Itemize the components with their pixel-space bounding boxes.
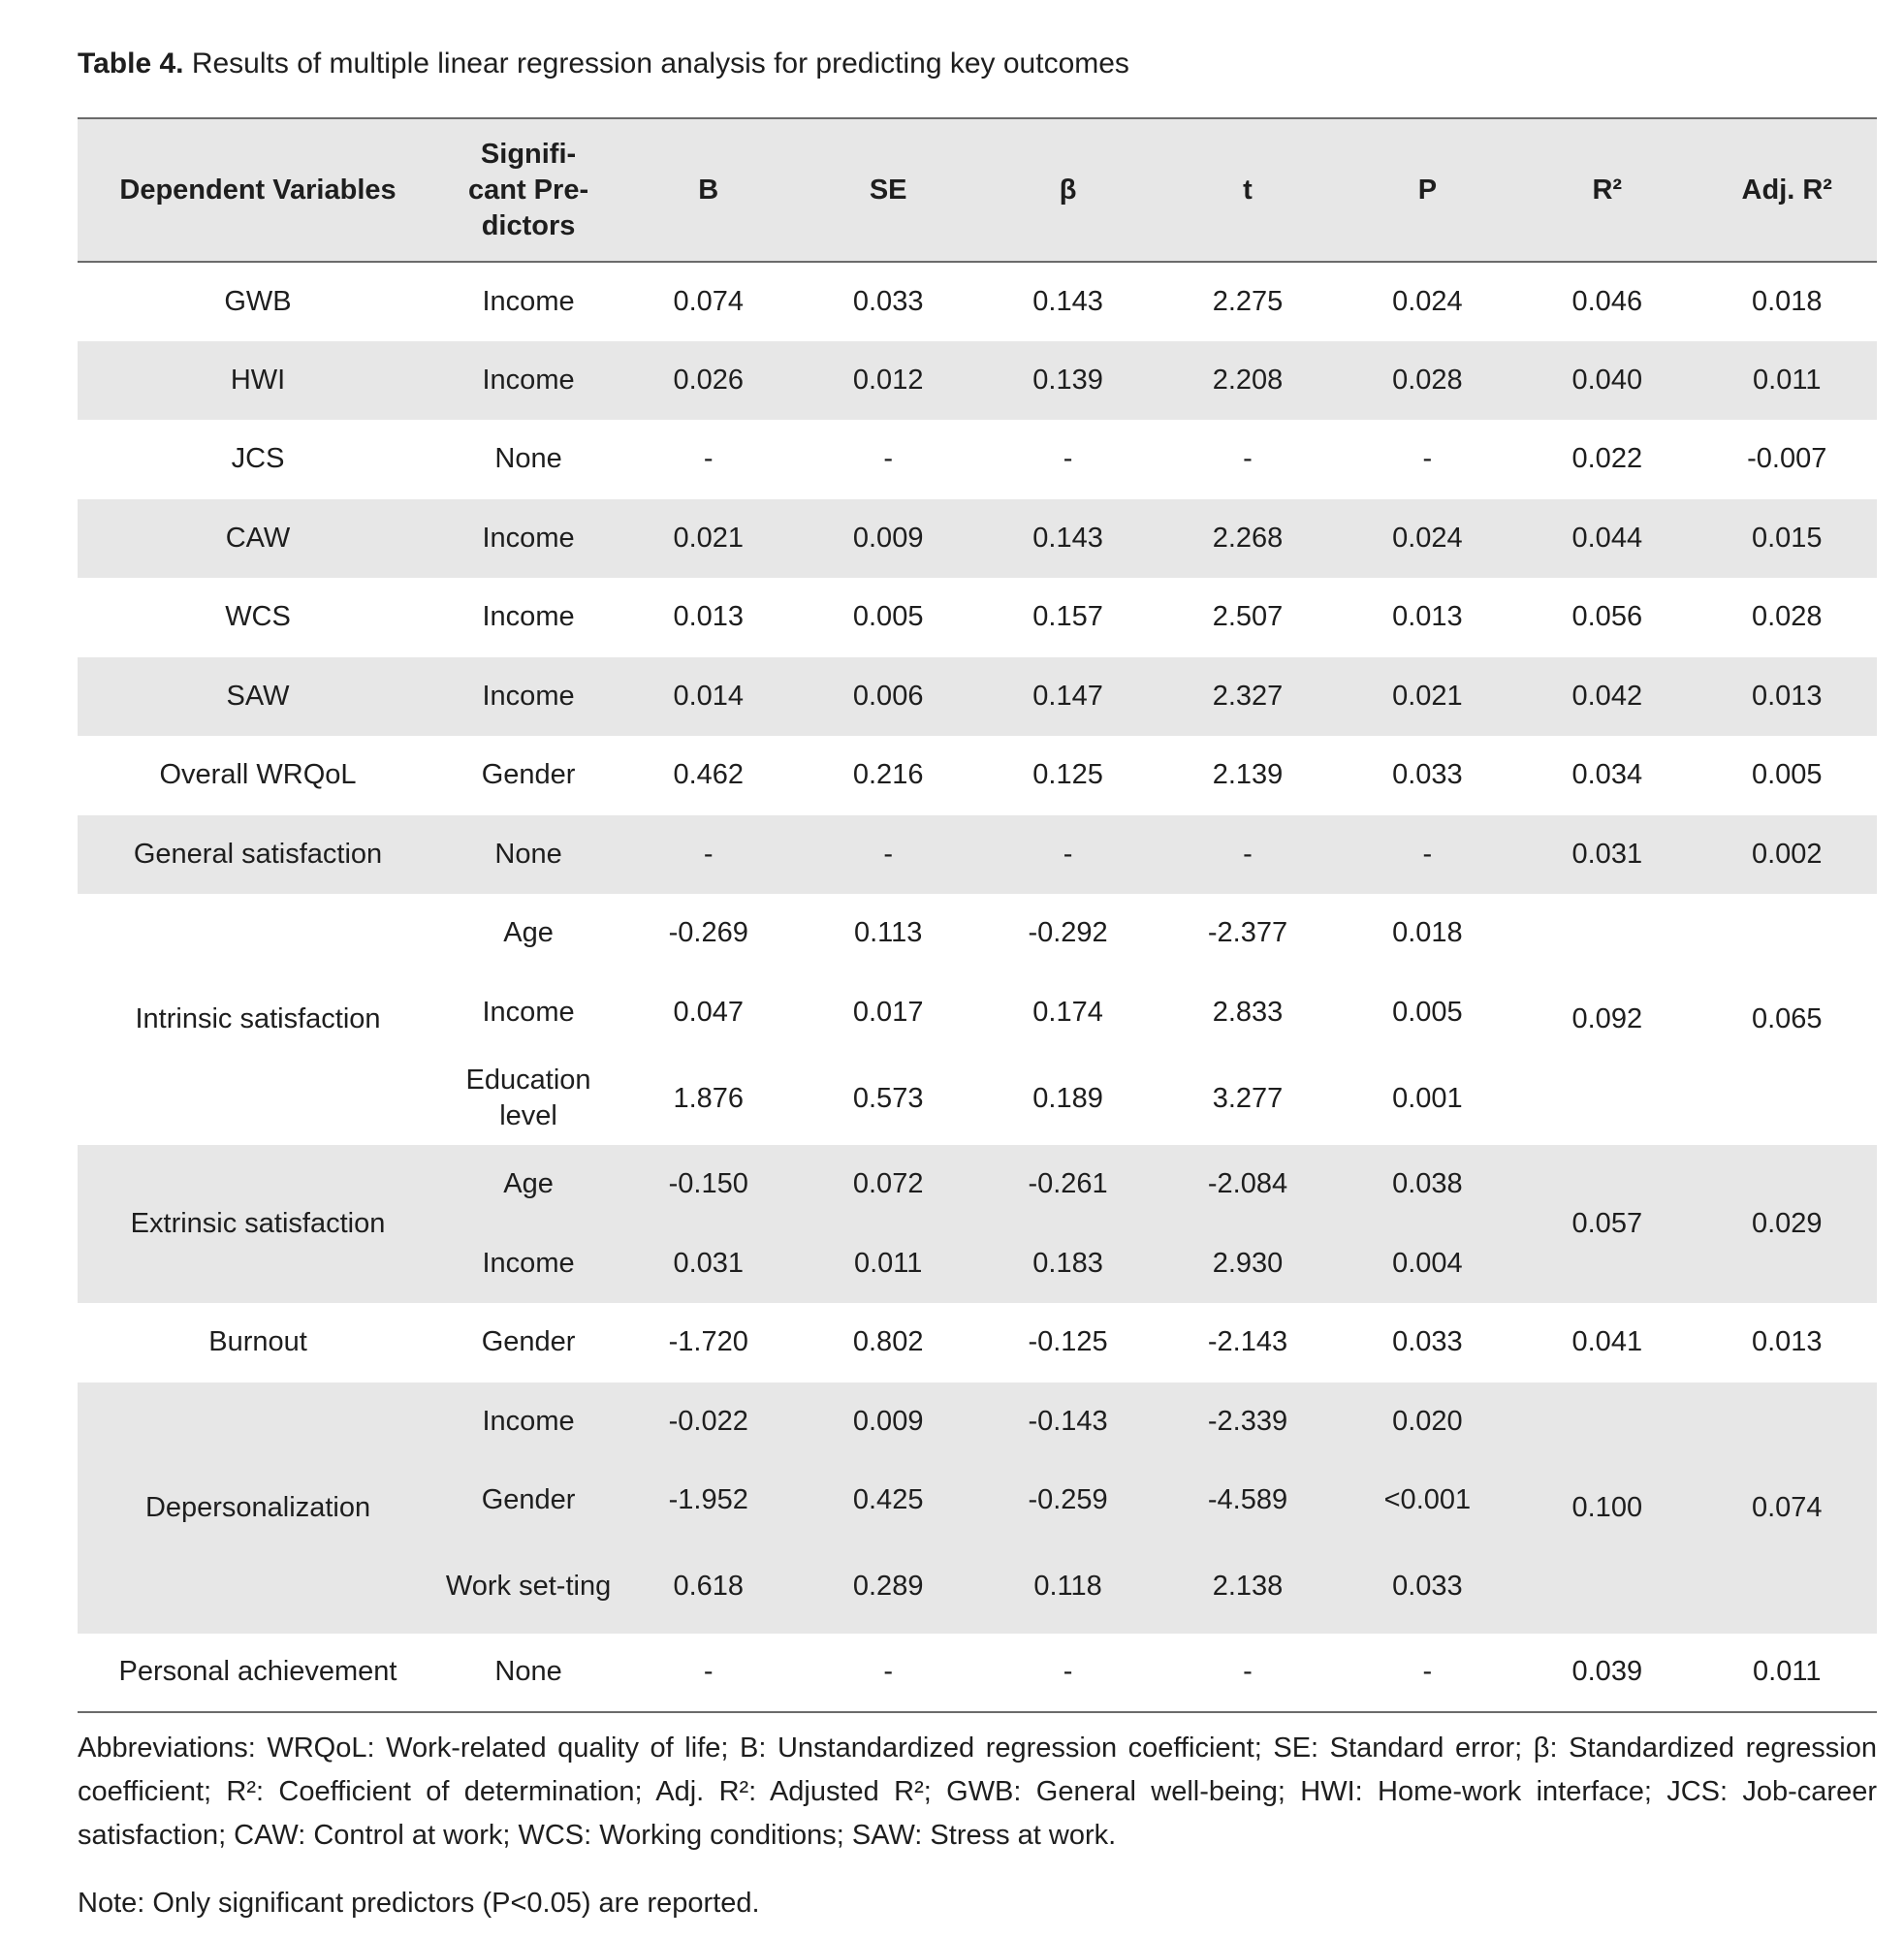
r2-value-cell: 0.040 — [1517, 341, 1697, 421]
p-value-cell: - — [1338, 1634, 1517, 1713]
adj-r2-value-cell: 0.074 — [1698, 1383, 1878, 1634]
dependent-variable-cell: Extrinsic satisfaction — [78, 1145, 438, 1303]
table-row — [78, 815, 1877, 895]
b-value-cell: -0.269 — [668, 917, 748, 949]
se-value-cell: 0.009 — [798, 1383, 977, 1462]
adj-r2-value-cell: 0.011 — [1698, 341, 1878, 421]
beta-value-cell: 0.118 — [978, 1541, 1158, 1634]
beta-value-cell: - — [978, 815, 1158, 895]
p-value-cell: 0.005 — [1392, 996, 1463, 1028]
beta-value-cell: 0.143 — [978, 499, 1158, 579]
r2-value-cell: 0.044 — [1517, 499, 1697, 579]
b-value-cell: - — [619, 815, 798, 895]
table-caption-label: Table 4. — [78, 48, 184, 79]
b-value-cell: 0.031 — [619, 1224, 798, 1304]
dependent-variable-cell: WCS — [225, 601, 291, 633]
header-predictor-line-2: cant Pre- — [468, 174, 589, 206]
b-value-cell: -0.150 — [619, 1145, 798, 1224]
t-value-cell: 2.507 — [1212, 601, 1284, 633]
table-row — [78, 420, 1877, 499]
p-value-cell: 0.033 — [1392, 759, 1463, 791]
adj-r2-value-cell: 0.002 — [1698, 815, 1878, 895]
beta-value-cell: 0.147 — [978, 657, 1158, 737]
t-value-cell: 2.138 — [1158, 1541, 1337, 1634]
table-caption-text: Results of multiple linear regression analysis for predicting key outcomes — [191, 48, 1129, 79]
table-row — [78, 1383, 1877, 1462]
beta-value-cell: -0.125 — [1028, 1326, 1108, 1358]
p-value-cell: 0.038 — [1338, 1145, 1517, 1224]
table-row — [78, 1145, 1877, 1224]
dependent-variable-cell: SAW — [78, 657, 438, 737]
predictor-cell: Income — [438, 1383, 619, 1462]
t-value-cell: 2.139 — [1212, 759, 1284, 791]
beta-value-cell: - — [978, 1634, 1158, 1713]
t-value-cell: -2.084 — [1158, 1145, 1337, 1224]
se-value-cell: - — [798, 1634, 977, 1713]
b-value-cell: 0.026 — [619, 341, 798, 421]
t-value-cell: 2.930 — [1158, 1224, 1337, 1304]
predictor-cell: Age — [503, 917, 554, 949]
predictor-cell: Age — [438, 1145, 619, 1224]
table-row — [78, 736, 1877, 815]
predictor-cell: Income — [438, 499, 619, 579]
t-value-cell: - — [1158, 815, 1337, 895]
beta-value-cell: 0.143 — [1032, 285, 1103, 317]
t-value-cell: -4.589 — [1158, 1461, 1337, 1541]
se-value-cell: 0.011 — [798, 1224, 977, 1304]
se-value-cell: 0.006 — [798, 657, 977, 737]
r2-value-cell: 0.022 — [1571, 443, 1643, 475]
header-t: t — [1158, 118, 1337, 262]
dependent-variable-cell: Personal achievement — [78, 1634, 438, 1713]
p-value-cell: <0.001 — [1338, 1461, 1517, 1541]
b-value-cell: 0.013 — [673, 601, 745, 633]
b-value-cell: -1.952 — [619, 1461, 798, 1541]
adj-r2-value-cell: -0.007 — [1747, 443, 1827, 475]
b-value-cell: -1.720 — [668, 1326, 748, 1358]
table-row — [78, 499, 1877, 579]
b-value-cell: 0.618 — [619, 1541, 798, 1634]
b-value-cell: 0.047 — [673, 996, 745, 1028]
r2-value-cell: 0.039 — [1517, 1634, 1697, 1713]
table-row — [78, 578, 1877, 657]
p-value-cell: 0.021 — [1338, 657, 1517, 737]
b-value-cell: 0.014 — [619, 657, 798, 737]
r2-value-cell: 0.041 — [1571, 1326, 1643, 1358]
t-value-cell: 2.268 — [1158, 499, 1337, 579]
header-dependent-variables: Dependent Variables — [78, 118, 438, 262]
r2-value-cell: 0.057 — [1517, 1145, 1697, 1303]
dependent-variable-cell: Burnout — [208, 1326, 307, 1358]
beta-value-cell: - — [1063, 443, 1073, 475]
se-value-cell: 0.009 — [798, 499, 977, 579]
dependent-variable-cell: Intrinsic satisfaction — [135, 1003, 381, 1034]
beta-value-cell: 0.183 — [978, 1224, 1158, 1304]
se-value-cell: - — [883, 443, 893, 475]
r2-value-cell: 0.034 — [1571, 759, 1643, 791]
p-value-cell: 0.018 — [1392, 917, 1463, 949]
table-row — [78, 894, 1877, 973]
header-predictor-line-1: Signifi- — [480, 138, 577, 170]
se-value-cell: 0.012 — [798, 341, 977, 421]
t-value-cell: -2.377 — [1207, 917, 1288, 949]
adj-r2-value-cell: 0.013 — [1751, 1326, 1823, 1358]
adj-r2-value-cell: 0.011 — [1698, 1634, 1878, 1713]
dependent-variable-cell: JCS — [231, 443, 285, 475]
se-value-cell: - — [798, 815, 977, 895]
se-value-cell: 0.072 — [798, 1145, 977, 1224]
beta-value-cell: -0.259 — [978, 1461, 1158, 1541]
b-value-cell: - — [619, 1634, 798, 1713]
p-value-cell: 0.013 — [1392, 601, 1463, 633]
p-value-cell: 0.024 — [1392, 285, 1463, 317]
table-header-row — [78, 118, 1877, 262]
r2-value-cell: 0.056 — [1571, 601, 1643, 633]
adj-r2-value-cell: 0.028 — [1751, 601, 1823, 633]
p-value-cell: - — [1338, 815, 1517, 895]
table-caption — [78, 45, 1129, 83]
beta-value-cell: 0.157 — [1032, 601, 1103, 633]
b-value-cell: 1.876 — [673, 1082, 745, 1114]
predictor-cell: Income — [438, 1224, 619, 1304]
table-row — [78, 262, 1877, 341]
table-row — [78, 657, 1877, 737]
beta-value-cell: -0.261 — [978, 1145, 1158, 1224]
header-predictor-line-3: dictors — [481, 209, 576, 241]
t-value-cell: -2.339 — [1158, 1383, 1337, 1462]
predictor-cell: Gender — [481, 1326, 576, 1358]
table-row — [78, 1303, 1877, 1383]
se-value-cell: 0.113 — [853, 917, 923, 949]
b-value-cell: 0.462 — [673, 759, 745, 791]
t-value-cell: 3.277 — [1212, 1082, 1284, 1114]
t-value-cell: - — [1243, 443, 1253, 475]
dependent-variable-cell: Depersonalization — [78, 1383, 438, 1634]
predictor-cell: Gender — [438, 1461, 619, 1541]
t-value-cell: 2.275 — [1212, 285, 1284, 317]
header-beta: β — [978, 118, 1158, 262]
b-value-cell: -0.022 — [619, 1383, 798, 1462]
se-value-cell: 0.573 — [852, 1082, 924, 1114]
se-value-cell: 0.017 — [852, 996, 924, 1028]
beta-value-cell: -0.143 — [978, 1383, 1158, 1462]
r2-value-cell: 0.092 — [1571, 1003, 1643, 1034]
t-value-cell: - — [1158, 1634, 1337, 1713]
se-value-cell: 0.425 — [798, 1461, 977, 1541]
p-value-cell: 0.020 — [1338, 1383, 1517, 1462]
r2-value-cell: 0.042 — [1517, 657, 1697, 737]
predictor-cell: None — [494, 443, 562, 475]
se-value-cell: 0.289 — [798, 1541, 977, 1634]
adj-r2-value-cell: 0.065 — [1751, 1003, 1823, 1034]
t-value-cell: -2.143 — [1207, 1326, 1288, 1358]
predictor-cell: Income — [482, 996, 575, 1028]
header-p: P — [1338, 118, 1517, 262]
beta-value-cell: 0.189 — [1032, 1082, 1103, 1114]
dependent-variable-cell: CAW — [78, 499, 438, 579]
t-value-cell: 2.208 — [1158, 341, 1337, 421]
p-value-cell: 0.033 — [1392, 1326, 1463, 1358]
p-value-cell: - — [1422, 443, 1433, 475]
r2-value-cell: 0.031 — [1517, 815, 1697, 895]
beta-value-cell: 0.139 — [978, 341, 1158, 421]
r2-value-cell: 0.046 — [1571, 285, 1643, 317]
adj-r2-value-cell: 0.018 — [1751, 285, 1823, 317]
predictor-cell: Income — [482, 285, 575, 317]
dependent-variable-cell: GWB — [224, 285, 292, 317]
predictor-cell: None — [438, 815, 619, 895]
adj-r2-value-cell: 0.013 — [1698, 657, 1878, 737]
significance-note: Note: Only significant predictors (P<0.05) are reported. — [78, 1888, 760, 1919]
beta-value-cell: -0.292 — [1028, 917, 1108, 949]
dependent-variable-cell: Overall WRQoL — [159, 759, 357, 791]
b-value-cell: 0.021 — [619, 499, 798, 579]
abbreviations-footnote: Abbreviations: WRQoL: Work-related quality of life; B: Unstandardized regression coefficient; SE: Standard error; β: Standardized regression coefficient; R²: Coefficient of determination; Adj. R²: Adjusted R²; GWB: General well-being; HWI: Home-work interface; JCS: Job-career satisfaction; CAW: Control at work; WCS: Working conditions; SAW: Stress at work. — [78, 1732, 1877, 1851]
b-value-cell: - — [703, 443, 714, 475]
predictor-cell: Work set-ting — [438, 1541, 619, 1634]
adj-r2-value-cell: 0.029 — [1698, 1145, 1878, 1303]
beta-value-cell: 0.125 — [1032, 759, 1103, 791]
predictor-cell: Income — [482, 601, 575, 633]
b-value-cell: 0.074 — [673, 285, 745, 317]
se-value-cell: 0.216 — [852, 759, 924, 791]
regression-table — [78, 117, 1877, 1713]
header-significant-predictors — [438, 118, 619, 262]
header-se: SE — [798, 118, 977, 262]
dependent-variable-cell: HWI — [78, 341, 438, 421]
header-adj-r2: Adj. R² — [1698, 118, 1878, 262]
predictor-cell: Gender — [481, 759, 576, 791]
table-row — [78, 1634, 1877, 1713]
p-value-cell: 0.024 — [1338, 499, 1517, 579]
predictor-cell: None — [438, 1634, 619, 1713]
predictor-cell: Income — [438, 657, 619, 737]
predictor-cell: Education level — [465, 1065, 591, 1131]
t-value-cell: 2.833 — [1212, 996, 1284, 1028]
se-value-cell: 0.033 — [852, 285, 924, 317]
adj-r2-value-cell: 0.015 — [1698, 499, 1878, 579]
p-value-cell: 0.001 — [1392, 1082, 1463, 1114]
beta-value-cell: 0.174 — [1032, 996, 1103, 1028]
p-value-cell: 0.004 — [1338, 1224, 1517, 1304]
r2-value-cell: 0.100 — [1517, 1383, 1697, 1634]
predictor-cell: Income — [438, 341, 619, 421]
se-value-cell: 0.005 — [852, 601, 924, 633]
se-value-cell: 0.802 — [852, 1326, 924, 1358]
table-body — [78, 262, 1877, 1712]
dependent-variable-cell: General satisfaction — [78, 815, 438, 895]
t-value-cell: 2.327 — [1158, 657, 1337, 737]
header-r2: R² — [1517, 118, 1697, 262]
header-b: B — [619, 118, 798, 262]
p-value-cell: 0.033 — [1338, 1541, 1517, 1634]
p-value-cell: 0.028 — [1338, 341, 1517, 421]
table-row — [78, 341, 1877, 421]
adj-r2-value-cell: 0.005 — [1751, 759, 1823, 791]
